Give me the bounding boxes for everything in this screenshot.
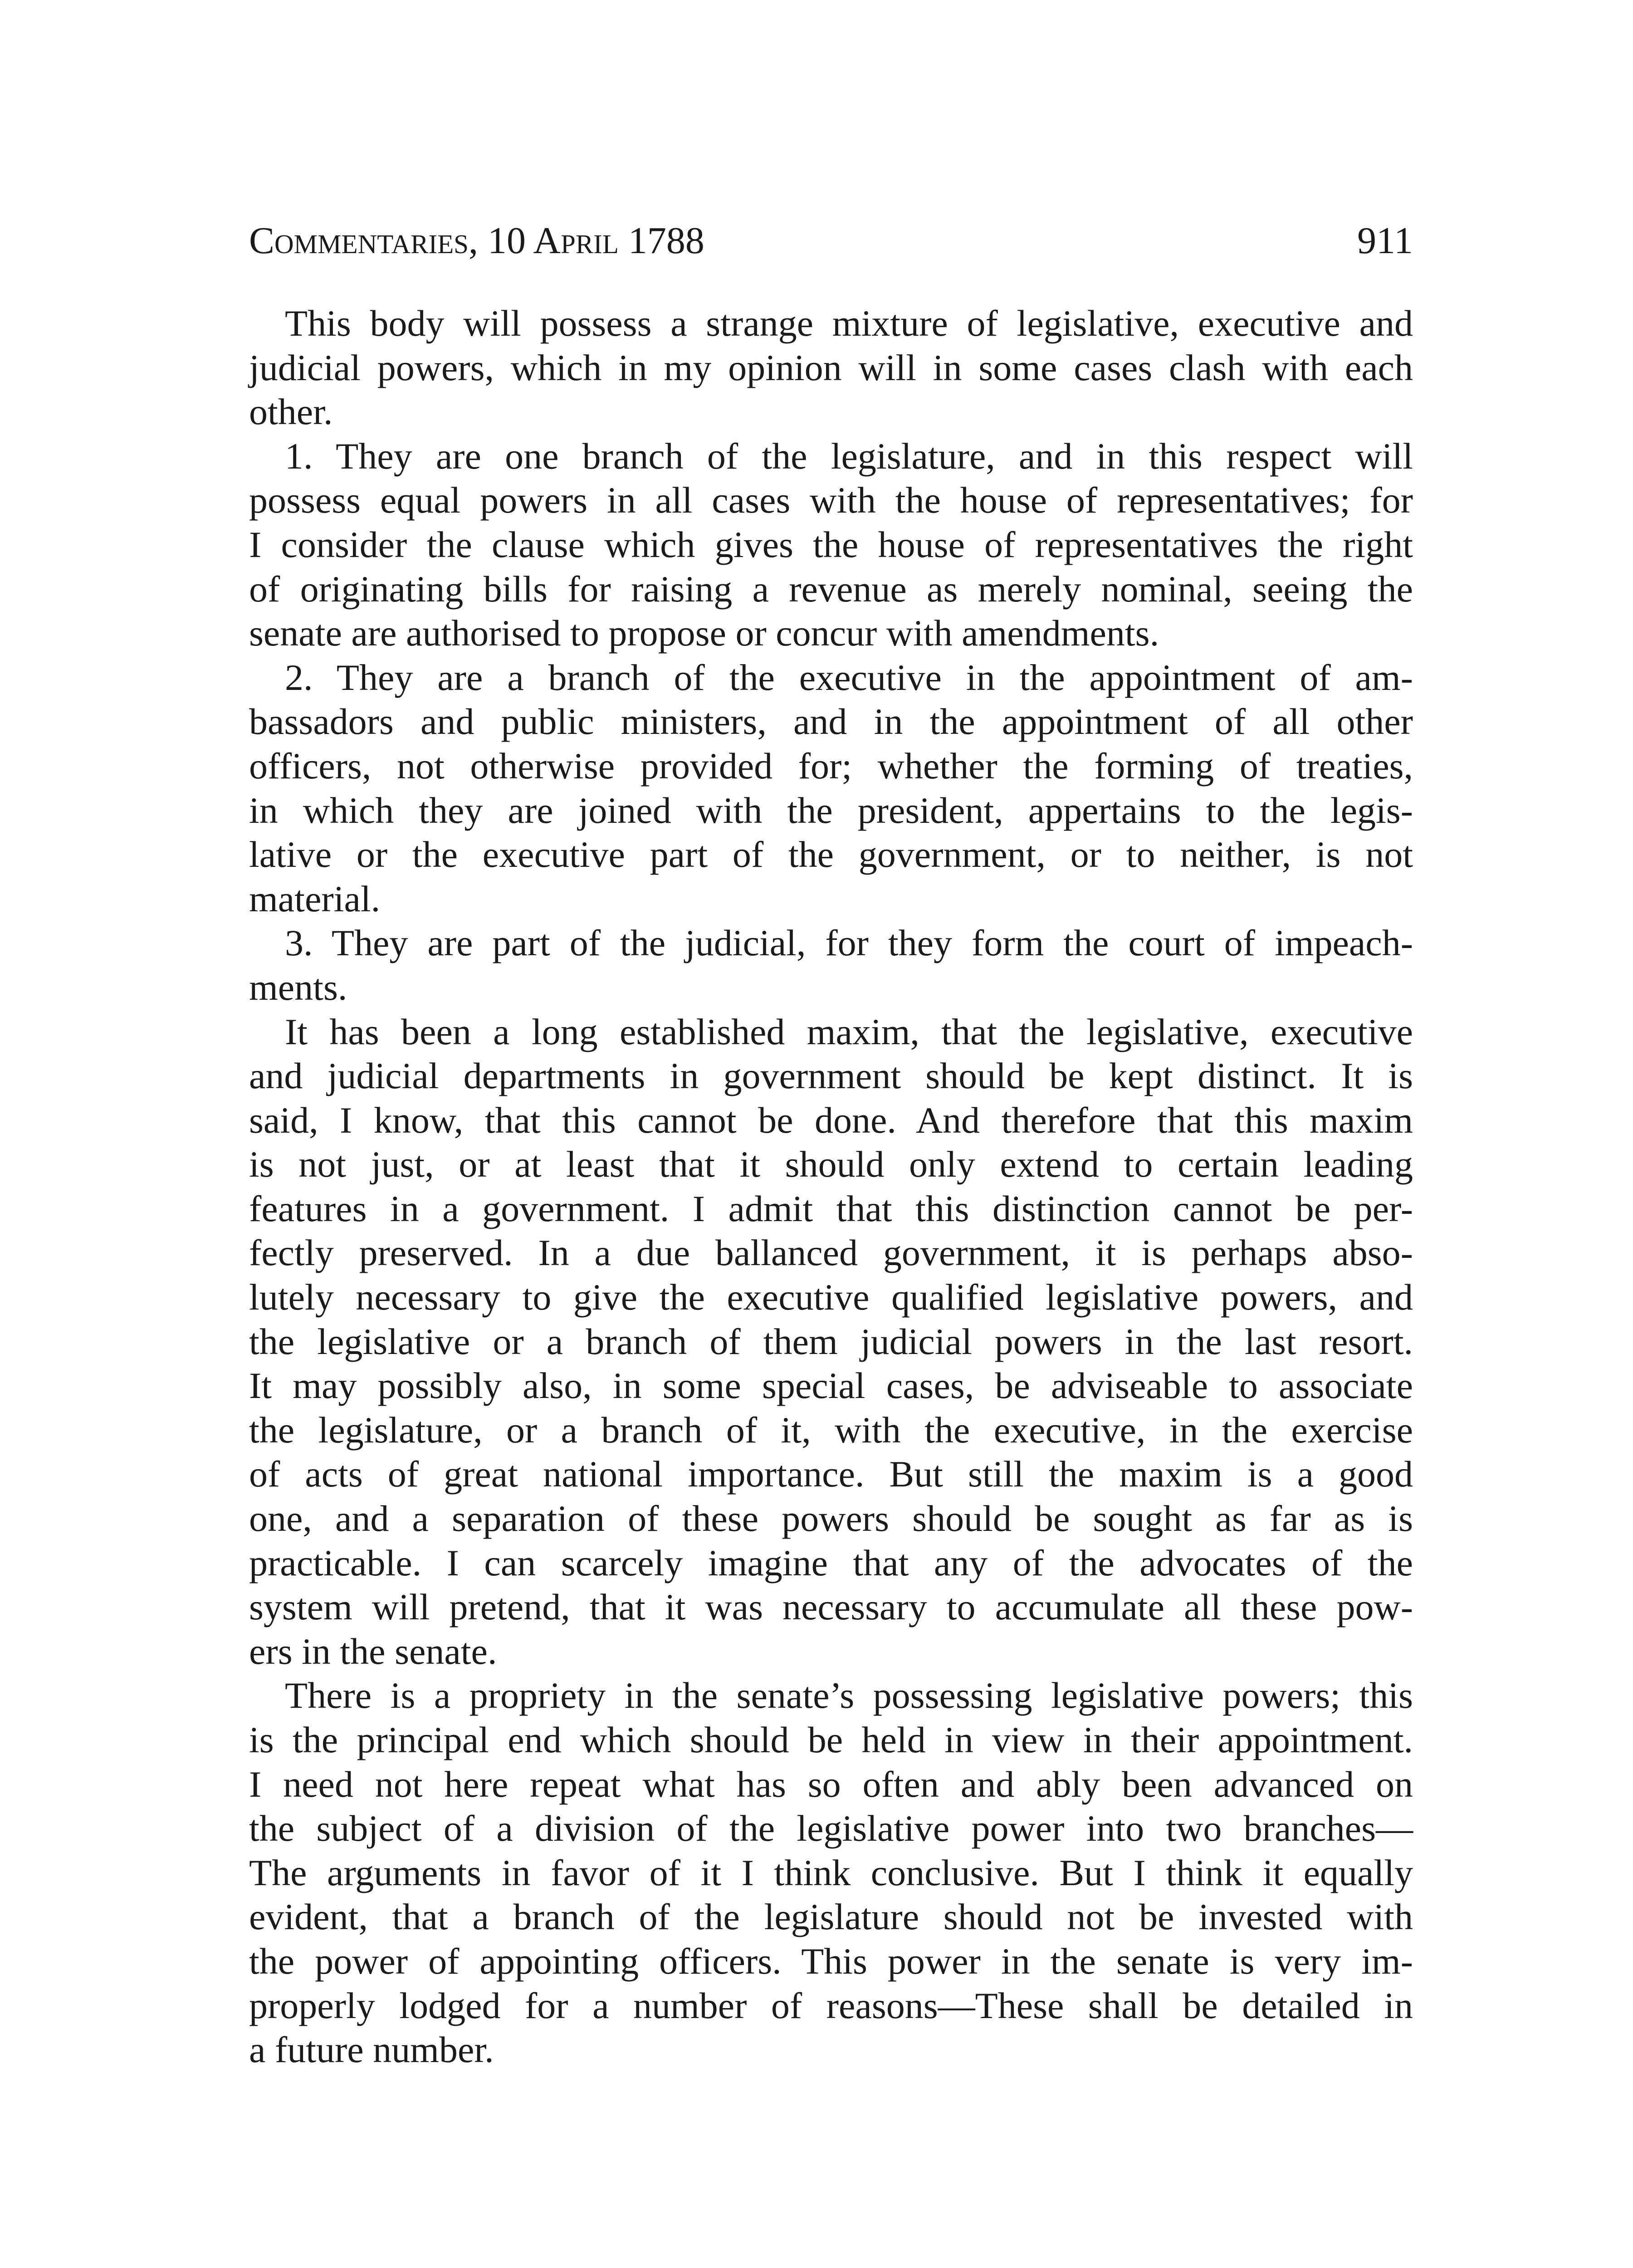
text-line: I need not here repeat what has so often and ably been advanced on (249, 1763, 1413, 1805)
text-line: judicial powers, which in my opinion will in some cases clash with each (249, 347, 1413, 388)
text-line: ers in the senate. (249, 1630, 497, 1672)
text-line: practicable. I can scarcely imagine that any of the advocates of the (249, 1542, 1413, 1584)
text-line: properly lodged for a number of reasons—These shall be detailed in (249, 1984, 1413, 2026)
text-line: I consider the clause which gives the house of representatives the right (249, 523, 1413, 565)
text-line: and judicial departments in government should be kept distinct. It is (249, 1055, 1413, 1097)
running-title: Commentaries, 10 April 1788 (249, 220, 704, 262)
text-line: in which they are joined with the president, appertains to the legis- (249, 789, 1413, 831)
paragraph (249, 434, 1413, 655)
text-line: features in a government. I admit that this distinction cannot be per- (249, 1188, 1413, 1229)
text-line: material. (249, 878, 381, 919)
text-line: This body will possess a strange mixture of legislative, executive and (285, 303, 1413, 344)
text-line: The arguments in favor of it I think conclusive. But I think it equally (249, 1852, 1413, 1893)
article-body (249, 301, 1413, 2072)
text-line: of originating bills for raising a revenue as merely nominal, seeing the (249, 568, 1413, 610)
text-line: ments. (249, 966, 347, 1008)
text-line: fectly preserved. In a due ballanced government, it is perhaps abso- (249, 1232, 1413, 1274)
text-line: possess equal powers in all cases with the house of representatives; for (249, 479, 1413, 521)
paragraph (249, 921, 1413, 1009)
text-line: It may possibly also, in some special cases, be adviseable to associate (249, 1365, 1413, 1407)
text-line: bassadors and public ministers, and in the appointment of all other (249, 701, 1413, 743)
text-line: It has been a long established maxim, that the legislative, executive (285, 1011, 1413, 1052)
paragraph (249, 655, 1413, 921)
text-line: the power of appointing officers. This power in the senate is very im- (249, 1940, 1413, 1982)
text-line: the subject of a division of the legislative power into two branches— (249, 1808, 1413, 1849)
text-line: 1. They are one branch of the legislature, and in this respect will (285, 435, 1413, 477)
text-line: a future number. (249, 2029, 494, 2071)
text-line: officers, not otherwise provided for; whether the forming of treaties, (249, 745, 1413, 787)
text-line: 3. They are part of the judicial, for they form the court of impeach- (285, 922, 1413, 964)
text-line: of acts of great national importance. But still the maxim is a good (249, 1453, 1413, 1495)
text-line: the legislature, or a branch of it, with the executive, in the exercise (249, 1409, 1413, 1451)
text-line: evident, that a branch of the legislature should not be invested with (249, 1896, 1413, 1938)
text-line: is the principal end which should be held in view in their appointment. (249, 1719, 1413, 1760)
text-line: said, I know, that this cannot be done. And therefore that this maxim (249, 1099, 1413, 1141)
text-line: is not just, or at least that it should only extend to certain leading (249, 1144, 1413, 1185)
text-line: There is a propriety in the senate’s possessing legislative powers; this (285, 1675, 1413, 1716)
paragraph (249, 1010, 1413, 1674)
text-line: the legislative or a branch of them judicial powers in the last resort. (249, 1320, 1413, 1362)
text-line: senate are authorised to propose or concur with amendments. (249, 612, 1159, 654)
page-number: 911 (1357, 220, 1413, 262)
paragraph (249, 1673, 1413, 2072)
running-header (249, 219, 1413, 263)
text-line: one, and a separation of these powers should be sought as far as is (249, 1498, 1413, 1540)
paragraph (249, 301, 1413, 434)
text-line: 2. They are a branch of the executive in the appointment of am- (285, 656, 1413, 698)
text-line: lative or the executive part of the government, or to neither, is not (249, 834, 1413, 875)
text-line: system will pretend, that it was necessary to accumulate all these pow- (249, 1586, 1413, 1628)
text-line: other. (249, 391, 333, 433)
text-line: lutely necessary to give the executive qualified legislative powers, and (249, 1276, 1413, 1318)
